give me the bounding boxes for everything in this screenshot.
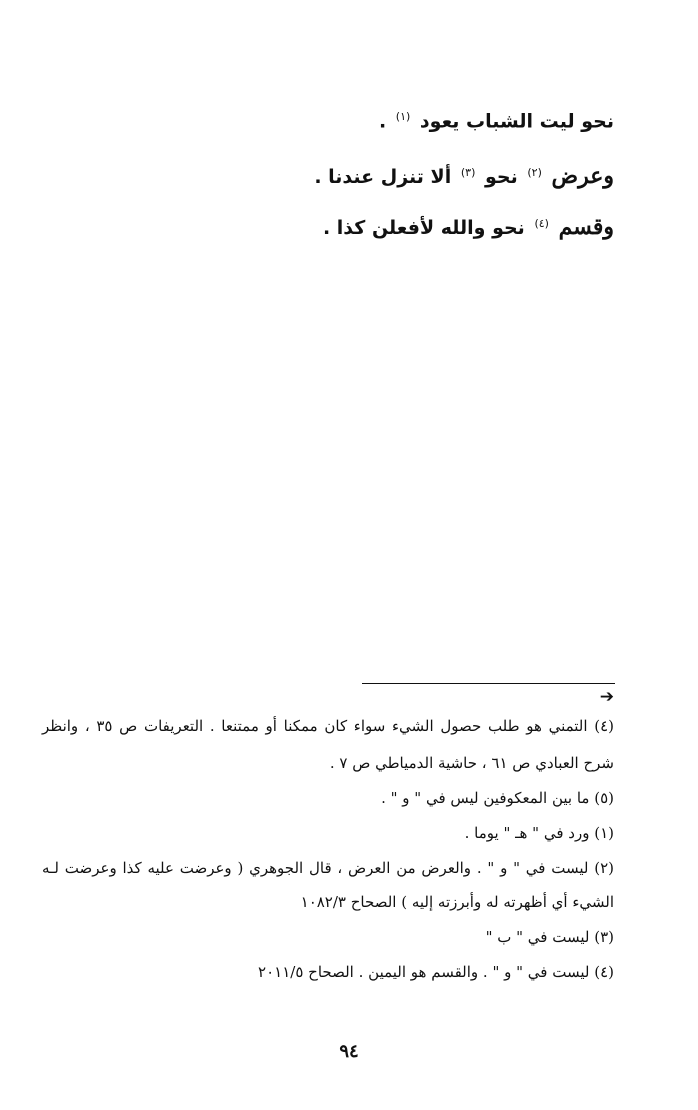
footnote-line: (٤) ليست في " و " . والقسم هو اليمين . الصحاح ٢٠١١/٥ [258, 963, 614, 981]
footnote-separator [362, 683, 615, 684]
footnote-ref-4: (٤) [534, 216, 549, 230]
main-text-line-3 [323, 214, 614, 240]
page-number: ٩٤ [339, 1041, 359, 1062]
term-ard: وعرض [551, 163, 614, 189]
footnote-line: الشيء أي أظهرته له وأبرزته إليه ) الصحاح ١٠٨٢/٣ [300, 893, 614, 911]
line-1-text: نحو ليت الشباب يعود [419, 110, 614, 133]
footnote-line: (٤) التمني هو طلب حصول الشيء سواء كان ممكنا أو ممتنعا . التعريفات ص ٣٥ ، وانظر [42, 717, 614, 735]
footnote-line: (٢) ليست في " و " . والعرض من العرض ، قال الجوهري ( وعرضت عليه كذا وعرضت لـه [42, 859, 614, 877]
line-3-rest: نحو والله لأفعلن كذا . [322, 217, 525, 239]
line-2-rest: ألا تنزل عندنا . [314, 166, 452, 188]
main-text-line-2 [314, 163, 614, 189]
footnote-line: (٣) ليست في " ب " [485, 928, 614, 946]
line-1-end: . [378, 110, 387, 133]
footnote-line: شرح العبادي ص ٦١ ، حاشية الدمياطي ص ٧ . [329, 754, 614, 772]
main-text-line-1 [379, 110, 614, 132]
term-qasam: وقسم [558, 214, 614, 240]
footnote-ref-2: (٢) [527, 165, 542, 179]
footnote-ref-3: (٣) [460, 165, 476, 179]
line-2-mid: نحو [484, 166, 518, 188]
continuation-arrow-icon: ➔ [599, 687, 614, 707]
footnote-line: (١) ورد في " هـ " يوما . [464, 824, 614, 842]
footnote-ref-1: (١) [395, 110, 411, 123]
footnote-line: (٥) ما بين المعكوفين ليس في " و " . [381, 789, 614, 807]
